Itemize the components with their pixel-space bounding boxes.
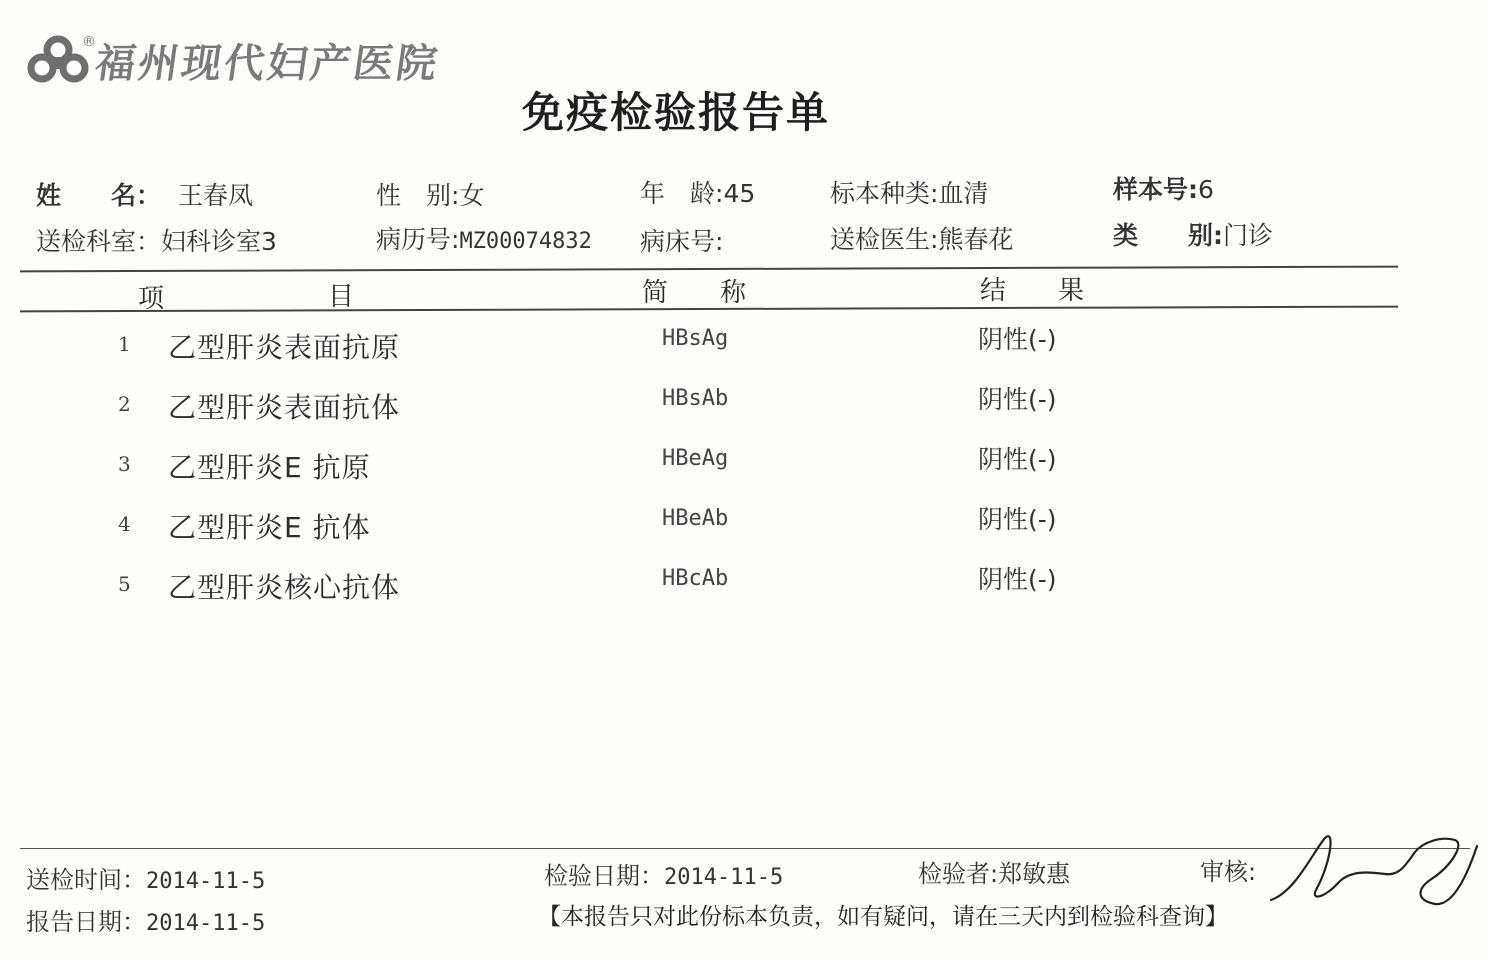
medical-record-field: 病历号:MZ00074832: [376, 225, 592, 254]
report-title: 免疫检验报告单: [522, 88, 831, 137]
test-item-name: 乙型肝炎表面抗体: [168, 391, 401, 424]
category-field: 类 别:门诊: [1113, 221, 1274, 250]
row-number: 4: [118, 512, 131, 536]
test-item-name: 乙型肝炎E 抗原: [168, 451, 371, 484]
submitting-doctor-field: 送检医生:熊春花: [830, 225, 1014, 254]
test-abbreviation: HBeAg: [662, 446, 729, 471]
reviewer-signature: [1265, 822, 1480, 922]
test-item-name: 乙型肝炎E 抗体: [168, 511, 371, 544]
sample-number-field: 样本号:6: [1113, 175, 1214, 204]
patient-name-label: 姓 名：: [36, 181, 162, 210]
test-abbreviation: HBcAb: [662, 566, 729, 591]
row-number: 5: [118, 572, 131, 596]
specimen-field: 标本种类:血清: [830, 179, 989, 208]
test-abbreviation: HBsAb: [662, 386, 729, 411]
test-result: 阴性(-): [978, 445, 1057, 474]
test-result: 阴性(-): [978, 385, 1057, 414]
tester-field: 检验者:郑敏惠: [918, 860, 1071, 888]
report-date-field: 报告日期：2014-11-5: [26, 908, 266, 936]
bed-number-field: 病床号:: [640, 227, 724, 256]
submit-time-field: 送检时间：2014-11-5: [26, 866, 266, 894]
age-field: 年 龄:45: [640, 179, 756, 208]
test-result: 阴性(-): [978, 325, 1057, 354]
reviewer-label: 审核:: [1200, 858, 1257, 886]
hospital-name: 福州现代妇产医院: [92, 41, 443, 87]
footer-rule: [20, 848, 1470, 849]
header-item-b: 目: [328, 282, 355, 312]
test-result: 阴性(-): [978, 505, 1057, 534]
gender-field: 性 别:女: [376, 181, 485, 210]
test-result: 阴性(-): [978, 565, 1057, 594]
test-date-field: 检验日期：2014-11-5: [544, 862, 784, 890]
header-result: 结 果: [980, 276, 1085, 306]
header-abbreviation: 简 称: [642, 278, 747, 308]
test-abbreviation: HBsAg: [662, 326, 729, 351]
department-field: 送检科室：妇科诊室3: [36, 227, 277, 256]
test-abbreviation: HBeAb: [662, 506, 729, 531]
row-number: 1: [118, 332, 131, 356]
test-item-name: 乙型肝炎核心抗体: [168, 571, 401, 604]
row-number: 2: [118, 392, 131, 416]
patient-name: 王春凤: [178, 181, 254, 210]
header-item-a: 项: [138, 284, 165, 314]
disclaimer-notice: 【本报告只对此份标本负责，如有疑问，请在三天内到检验科查询】: [538, 904, 1228, 930]
row-number: 3: [118, 452, 131, 476]
test-item-name: 乙型肝炎表面抗原: [168, 331, 401, 364]
registered-mark: ®: [82, 34, 96, 50]
